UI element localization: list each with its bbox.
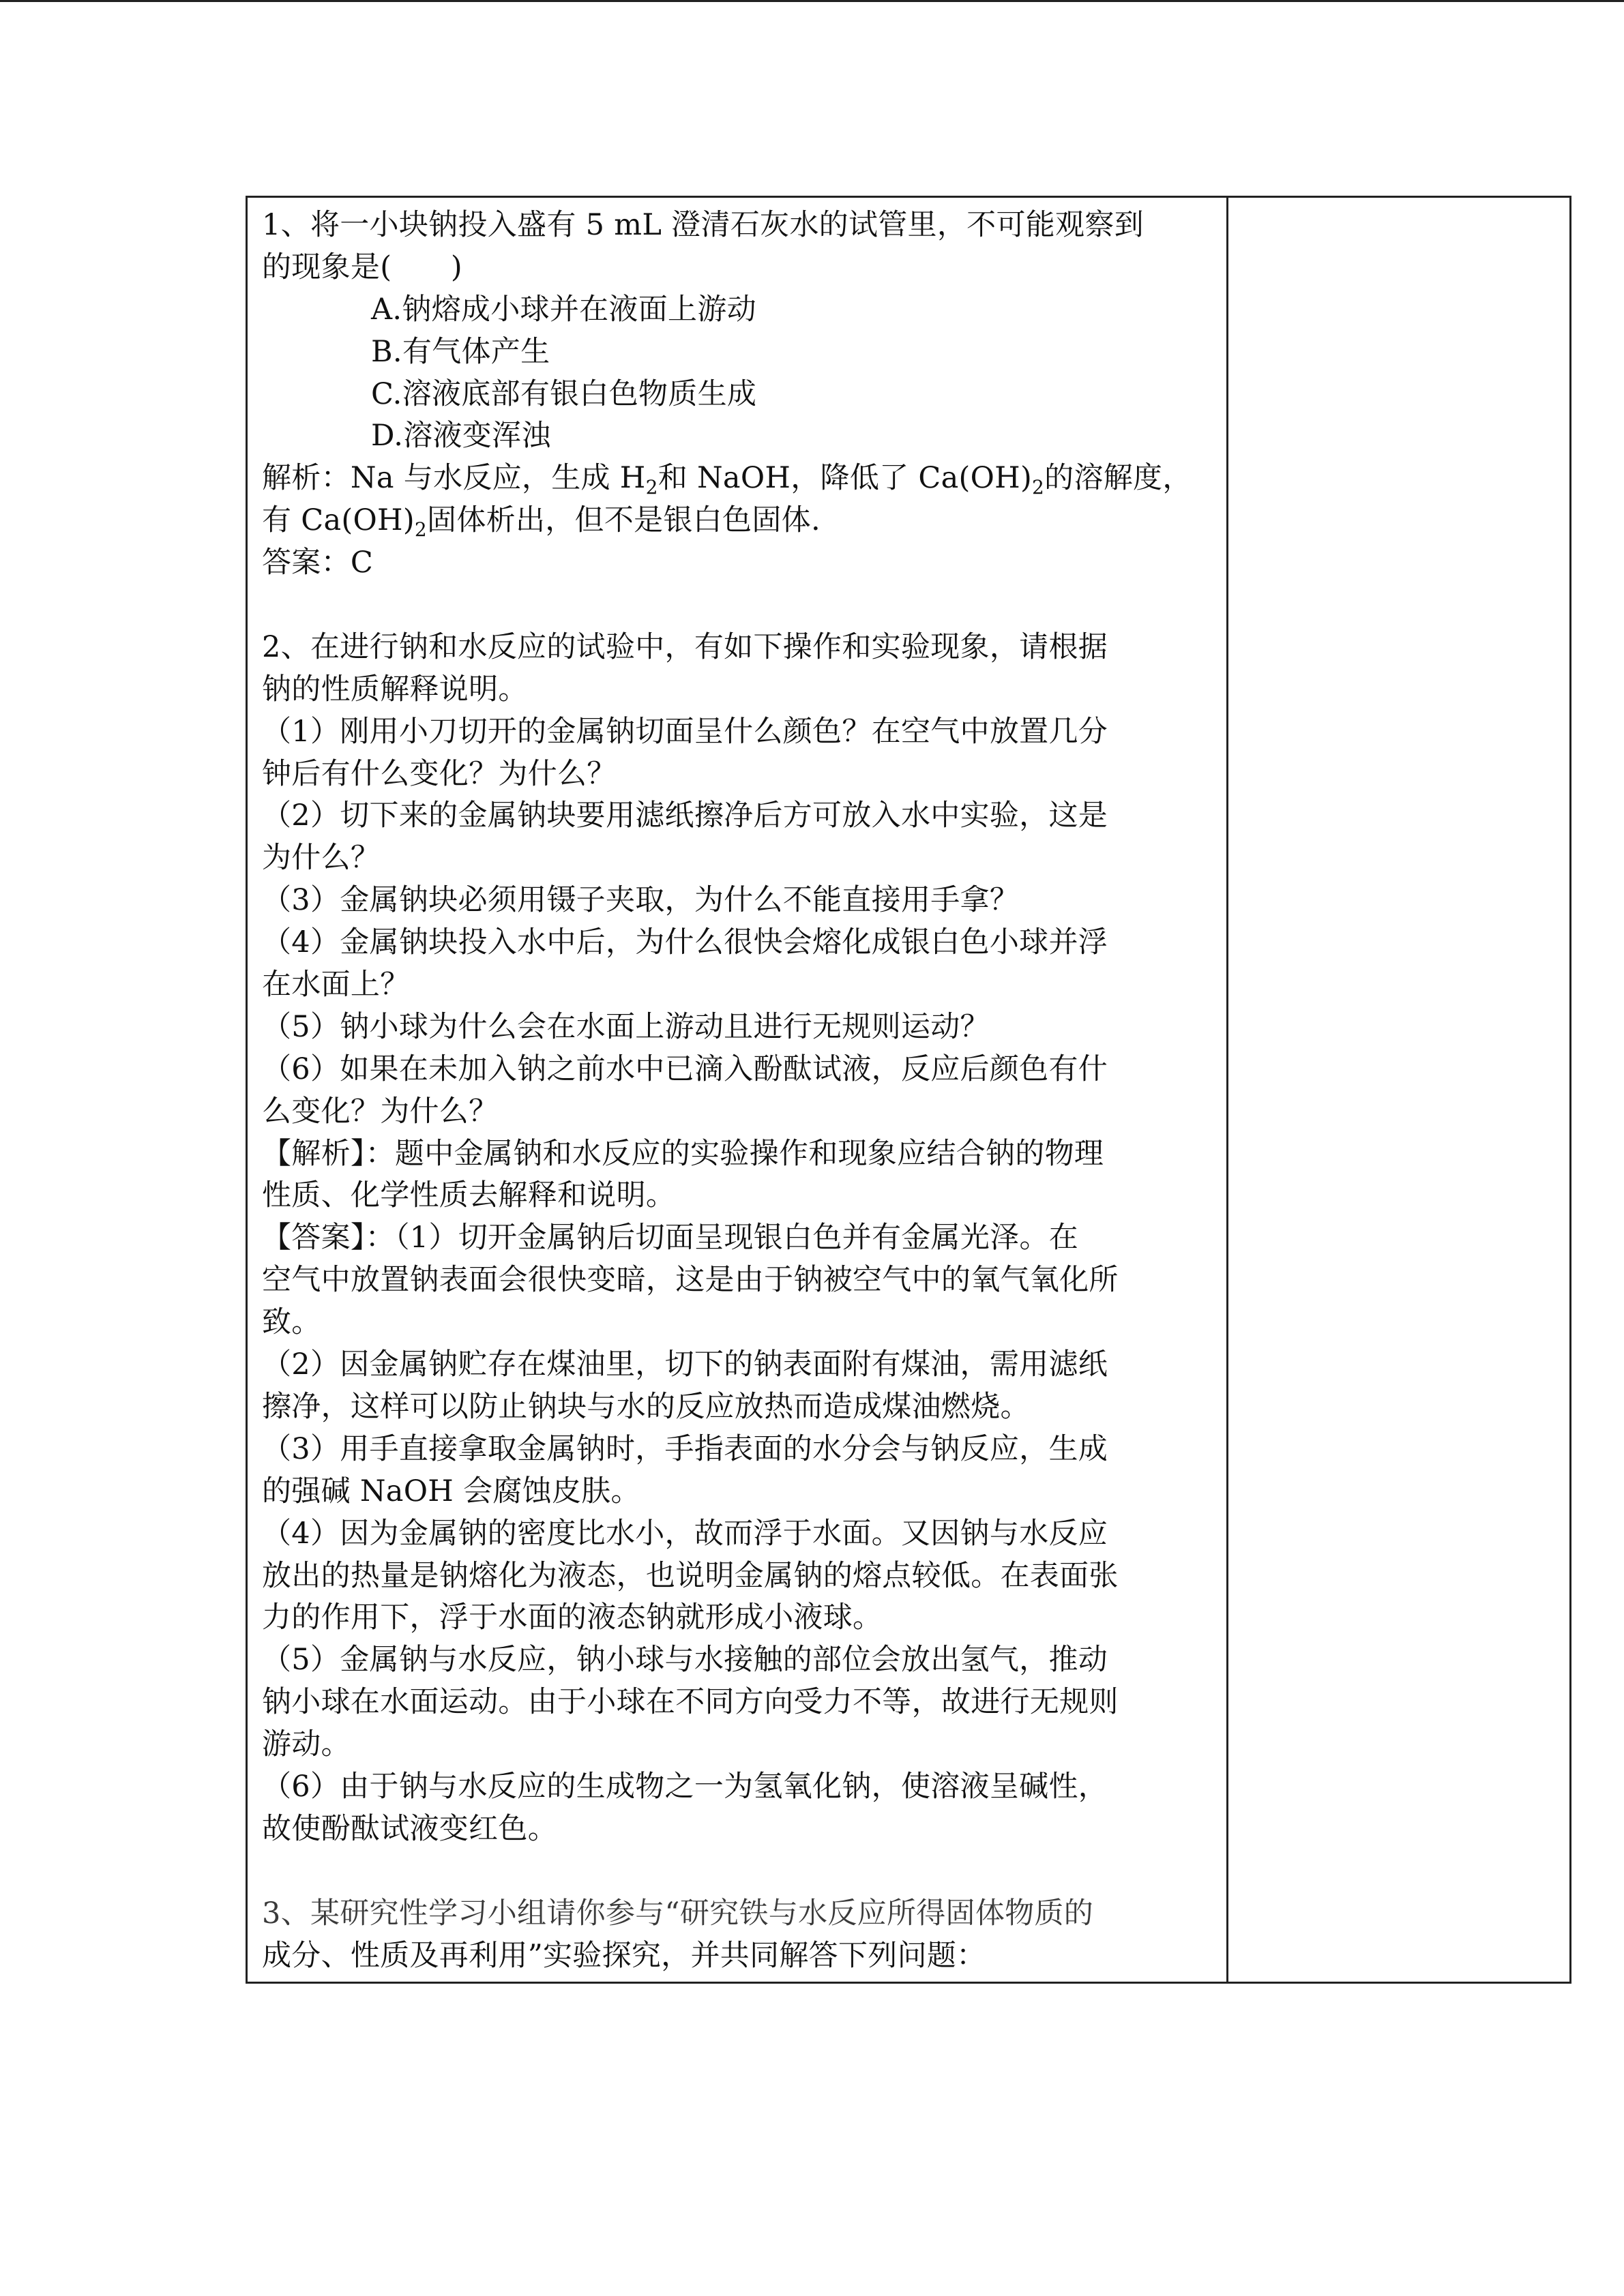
q2-line: 在水面上？ (262, 968, 410, 1002)
q2-line: （4）金属钠块投入水中后，为什么很快会熔化成银白色小球并浮 (262, 925, 1108, 960)
q1-analysis-text-1: 解析：Na 与水反应，生成 H (262, 461, 646, 496)
q2-answer-line: 放出的热量是钠熔化为液态，也说明金属钠的熔点较低。在表面张 (262, 1558, 1119, 1593)
q1-analysis-text-2: 和 NaOH，降低了 Ca(OH) (658, 461, 1033, 496)
q1-stem-line-1: 1、将一小块钠投入盛有 5 mL 澄清石灰水的试管里，不可能观察到 (262, 208, 1144, 242)
spacer (262, 1851, 1217, 1893)
q1-analysis-text-3: 的溶解度， (1044, 461, 1192, 496)
q2-answer-line: 致。 (262, 1305, 321, 1340)
q2-line: （3）金属钠块必须用镊子夹取，为什么不能直接用手拿？ (262, 883, 1020, 918)
q2-answer-line: （3）用手直接拿取金属钠时，手指表面的水分会与钠反应，生成 (262, 1431, 1108, 1466)
q1-option-b: B.有气体产生 (371, 334, 550, 369)
q1-analysis-subscript-1: 2 (645, 476, 658, 499)
q1-analysis2-subscript: 2 (414, 518, 428, 541)
q2-analysis-line: 性质、化学性质去解释和说明。 (262, 1178, 676, 1213)
q2-answer-line: 故使酚酞试液变红色。 (262, 1811, 557, 1846)
q1-option-d: D.溶液变浑浊 (371, 419, 551, 453)
q2-answer-line: 游动。 (262, 1727, 351, 1762)
q2-line: 2、在进行钠和水反应的试验中，有如下操作和实验现象，请根据 (262, 629, 1108, 664)
q1-analysis2-text-2: 固体析出，但不是银白色固体. (427, 503, 821, 538)
q1-option-c: C.溶液底部有银白色物质生成 (371, 376, 757, 411)
q2-line: 钠的性质解释说明。 (262, 672, 528, 706)
q2-answer-line: （5）金属钠与水反应，钠小球与水接触的部位会放出氢气，推动 (262, 1643, 1108, 1678)
spacer (262, 584, 1217, 627)
content-cell (248, 198, 1228, 1982)
q2-line: （6）如果在未加入钠之前水中已滴入酚酞试液，反应后颜色有什 (262, 1052, 1108, 1086)
q2-answer-line: （2）因金属钠贮存在煤油里，切下的钠表面附有煤油，需用滤纸 (262, 1347, 1108, 1382)
q2-answer-line: 力的作用下，浮于水面的液态钠就形成小液球。 (262, 1600, 883, 1635)
q1-analysis-line-1 (262, 458, 1217, 500)
q1-option-a: A.钠熔成小球并在液面上游动 (371, 292, 756, 327)
q3-stem-line-1: 3、某研究性学习小组请你参与“研究铁与水反应所得固体物质的 (262, 1896, 1094, 1930)
q2-answer-line: 钠小球在水面运动。由于小球在不同方向受力不等，故进行无规则 (262, 1685, 1119, 1720)
q2-answer-line: （4）因为金属钠的密度比水小，故而浮于水面。又因钠与水反应 (262, 1516, 1108, 1551)
q3-stem-line-2: 成分、性质及再利用”实验探究，并共同解答下列问题： (262, 1938, 986, 1973)
q2-line: 么变化？为什么？ (262, 1094, 499, 1129)
q1-analysis-line-2 (262, 500, 1217, 542)
top-border-rule (0, 0, 1624, 2)
q2-answer-line: （6）由于钠与水反应的生成物之一为氢氧化钠，使溶液呈碱性， (262, 1769, 1108, 1804)
notes-cell (1228, 198, 1569, 1982)
q2-answer-line: 的强碱 NaOH 会腐蚀皮肤。 (262, 1474, 640, 1508)
q2-line: （2）切下来的金属钠块要用滤纸擦净后方可放入水中实验，这是 (262, 799, 1108, 833)
q1-analysis-subscript-2: 2 (1032, 476, 1045, 499)
worksheet-table (246, 196, 1571, 1984)
q1-analysis2-text-1: 有 Ca(OH) (262, 503, 415, 538)
q2-line: （1）刚用小刀切开的金属钠切面呈什么颜色？在空气中放置几分 (262, 714, 1108, 749)
q2-line: 钟后有什么变化？为什么？ (262, 756, 617, 791)
q2-answer-line: 【答案】：（1）切开金属钠后切面呈现银白色并有金属光泽。在 (262, 1221, 1079, 1255)
q2-answer-line: 空气中放置钠表面会很快变暗，这是由于钠被空气中的氧气氧化所 (262, 1263, 1119, 1298)
q2-line: 为什么？ (262, 841, 381, 876)
q1-stem-line-2: 的现象是( ) (262, 250, 462, 284)
q1-answer: 答案：C (262, 546, 374, 580)
q2-answer-line: 擦净，这样可以防止钠块与水的反应放热而造成煤油燃烧。 (262, 1389, 1030, 1424)
q2-analysis-line: 【解析】：题中金属钠和水反应的实验操作和现象应结合钠的物理 (262, 1136, 1104, 1171)
q2-line: （5）钠小球为什么会在水面上游动且进行无规则运动？ (262, 1009, 990, 1044)
